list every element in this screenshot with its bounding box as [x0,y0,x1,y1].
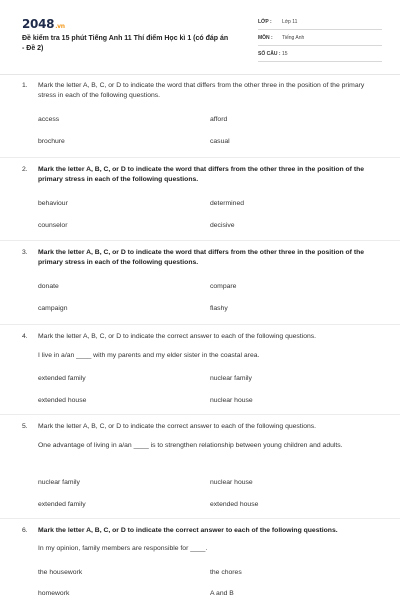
question-stem: In my opinion, family members are responsible for ____. [38,545,208,552]
option-d[interactable]: flashy [210,305,228,312]
question-separator [0,414,400,415]
option-d[interactable]: nuclear house [210,397,253,404]
question-separator [0,157,400,158]
question-instruction: Mark the letter A, B, C, or D to indicate the correct answer to each of the following questions. [38,423,317,430]
option-a[interactable]: donate [38,283,59,290]
question-instruction: Mark the letter A, B, C, or D to indicate the word that differs from the other three in the position of the primary stress in each of the following questions. [38,166,365,184]
option-d[interactable]: casual [210,138,230,145]
meta-row-count [258,48,382,62]
site-logo[interactable] [22,16,65,32]
question-instruction: Mark the letter A, B, C, or D to indicate the correct answer to each of the following questions. [38,333,317,340]
question-separator [0,240,400,241]
meta-row-subject [258,32,382,46]
meta-row-class [258,16,382,30]
option-b[interactable]: determined [210,200,245,207]
question-number: 1. [22,82,28,89]
option-b[interactable]: the chores [210,569,242,576]
document-header [22,14,382,66]
option-d[interactable]: A and B [210,590,234,597]
question-separator [0,324,400,325]
option-d[interactable]: decisive [210,222,235,229]
question-stem: One advantage of living in a/an ____ is to strengthen relationship between young children and adults. [38,442,343,449]
question-number: 3. [22,249,28,256]
question-separator [0,518,400,519]
option-a[interactable]: extended family [38,375,86,382]
question-instruction: Mark the letter A, B, C, or D to indicate the word that differs from the other three in the position of the primary stress in each of the following questions. [38,249,365,267]
option-b[interactable]: compare [210,283,237,290]
meta-label-class: LỚP : [258,19,272,25]
document-title: Đề kiểm tra 15 phút Tiếng Anh 11 Thí điểm Học kì 1 (có đáp án - Đề 2) [22,35,229,53]
option-c[interactable]: brochure [38,138,65,145]
option-a[interactable]: access [38,116,60,123]
question-stem: I live in a/an ____ with my parents and my elder sister in the coastal area. [38,352,260,359]
meta-label-count: SỐ CÂU : [258,51,281,57]
option-a[interactable]: nuclear family [38,479,80,486]
option-b[interactable]: afford [210,116,228,123]
option-c[interactable]: extended house [38,397,87,404]
meta-value-class: Lớp 11 [282,19,298,25]
option-c[interactable]: campaign [38,305,68,312]
option-a[interactable]: the housework [38,569,83,576]
option-a[interactable]: behaviour [38,200,68,207]
meta-value-count: 15 [282,51,288,57]
option-c[interactable]: homework [38,590,70,597]
meta-value-subject: Tiếng Anh [282,35,305,41]
option-d[interactable]: extended house [210,501,259,508]
option-c[interactable]: counselor [38,222,68,229]
question-instruction: Mark the letter A, B, C, or D to indicate the correct answer to each of the following questions. [38,527,338,534]
question-instruction: Mark the letter A, B, C, or D to indicate the word that differs from the other three in the position of the primary stress in each of the following questions. [38,82,365,100]
question-number: 2. [22,166,28,173]
question-number: 6. [22,527,28,534]
logo-main: 2048 [22,17,55,31]
option-b[interactable]: nuclear family [210,375,252,382]
logo-sub: .vn [55,23,65,30]
question-number: 5. [22,423,28,430]
option-c[interactable]: extended family [38,501,86,508]
meta-label-subject: MÔN : [258,35,273,41]
question-number: 4. [22,333,28,340]
document-meta [258,16,382,64]
header-divider [0,74,400,75]
option-b[interactable]: nuclear house [210,479,253,486]
